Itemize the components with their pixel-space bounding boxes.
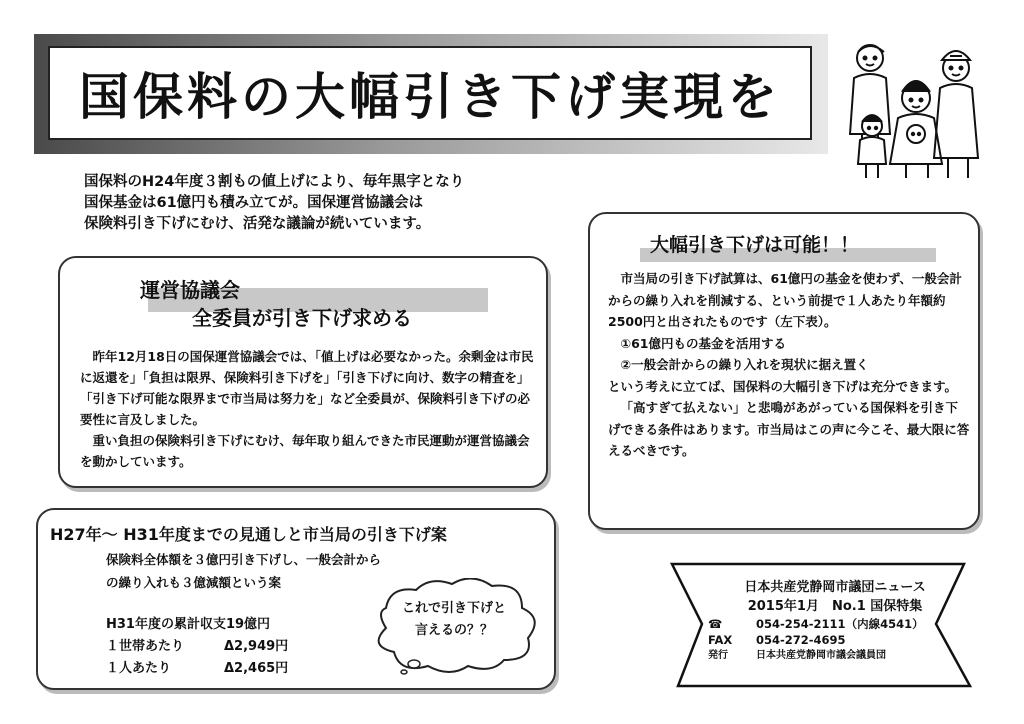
contact-row	[708, 632, 970, 648]
contact-label: 発行	[708, 650, 728, 661]
outlook-box	[36, 508, 556, 690]
stat-label: １世帯あたり	[106, 639, 185, 654]
reduction-box	[588, 212, 980, 530]
stat-row	[106, 614, 288, 636]
council-heading-line2: 全委員が引き下げ求める	[192, 306, 412, 330]
reduction-paragraph: 「高すぎて払えない」と悲鳴があがっている国保料を引き下げできる条件はあります。市当局はこの声に今こそ、最大限に答えるべきです。	[608, 400, 970, 458]
reduction-paragraph: という考えに立てば、国保料の大幅引き下げは充分できます。	[608, 378, 958, 394]
reduction-heading: 大幅引き下げは可能！！	[650, 234, 860, 256]
publisher-info	[700, 578, 970, 664]
council-body	[80, 346, 540, 472]
intro-text	[84, 172, 554, 235]
outlook-desc-line: の繰り入れも３億減額という案	[106, 575, 282, 590]
outlook-description	[106, 548, 381, 594]
bubble-line: 言えるの？？	[414, 623, 493, 638]
contact-label: FAX	[708, 633, 733, 647]
outlook-heading: H27年〜 H31年度までの見通しと市当局の引き下げ案	[50, 525, 447, 544]
council-heading-line1: 運営協議会	[140, 278, 240, 302]
contact-value: 054-254-2111（内線4541）	[756, 617, 924, 631]
stat-label: H31年度の累計収支19億円	[106, 617, 271, 632]
contact-row	[708, 616, 970, 632]
stat-value: Δ2,465円	[224, 661, 289, 676]
issue-label: 2015年1月 No.1 国保特集	[747, 599, 923, 614]
title-frame	[48, 46, 812, 140]
stat-value: Δ2,949円	[224, 639, 289, 654]
intro-line: 国保料のH24年度３割もの値上げにより、毎年黒字となり	[84, 174, 465, 190]
reduction-paragraph: ②一般会計からの繰り入れを現状に据え置く	[620, 357, 869, 372]
stat-row	[106, 658, 288, 680]
contact-value: 日本共産党静岡市議会議員団	[756, 650, 886, 661]
speech-bubble-text	[384, 598, 524, 642]
contact-row	[708, 648, 970, 664]
publisher-org: 日本共産党静岡市議団ニュース	[744, 580, 926, 595]
family-illustration-icon	[836, 34, 988, 182]
bubble-line: これで引き下げと	[401, 601, 506, 616]
outlook-stats	[106, 614, 288, 680]
council-box	[58, 256, 548, 488]
council-paragraph: 重い負担の保険料引き下げにむけ、毎年取り組んできた市民運動が運営協議会を動かしています。	[80, 433, 530, 469]
stat-row	[106, 636, 288, 658]
stat-label: １人あたり	[106, 661, 172, 676]
page-title: 国保料の大幅引き下げ実現を	[79, 68, 781, 126]
contact-value: 054-272-4695	[756, 633, 846, 647]
intro-line: 保険料引き下げにむけ、活発な議論が続いています。	[84, 216, 431, 232]
reduction-paragraph: 市当局の引き下げ試算は、61億円の基金を使わず、一般会計からの繰り入れを削減する、という前提で１人あたり年額約2500円と出されたものです（左下表）。	[608, 271, 962, 329]
title-banner	[34, 34, 828, 154]
outlook-desc-line: 保険料全体額を３億円引き下げし、一般会計から	[106, 552, 382, 567]
reduction-body	[608, 268, 970, 462]
reduction-paragraph: ①61億円もの基金を活用する	[620, 335, 786, 351]
intro-line: 国保基金は61億円も積み立てが。国保運営協議会は	[84, 195, 424, 211]
council-paragraph: 昨年12月18日の国保運営協議会では、「値上げは必要なかった。余剰金は市民に返還を」「負担は限界、保険料引き下げを」「引き下げに向け、数字の精査を」「引き下げ可能な限界まで市当局は努力を」など全委員が、保険料引き下げの必要性に言及しました。	[80, 349, 534, 427]
phone-icon: ☎	[708, 617, 723, 631]
